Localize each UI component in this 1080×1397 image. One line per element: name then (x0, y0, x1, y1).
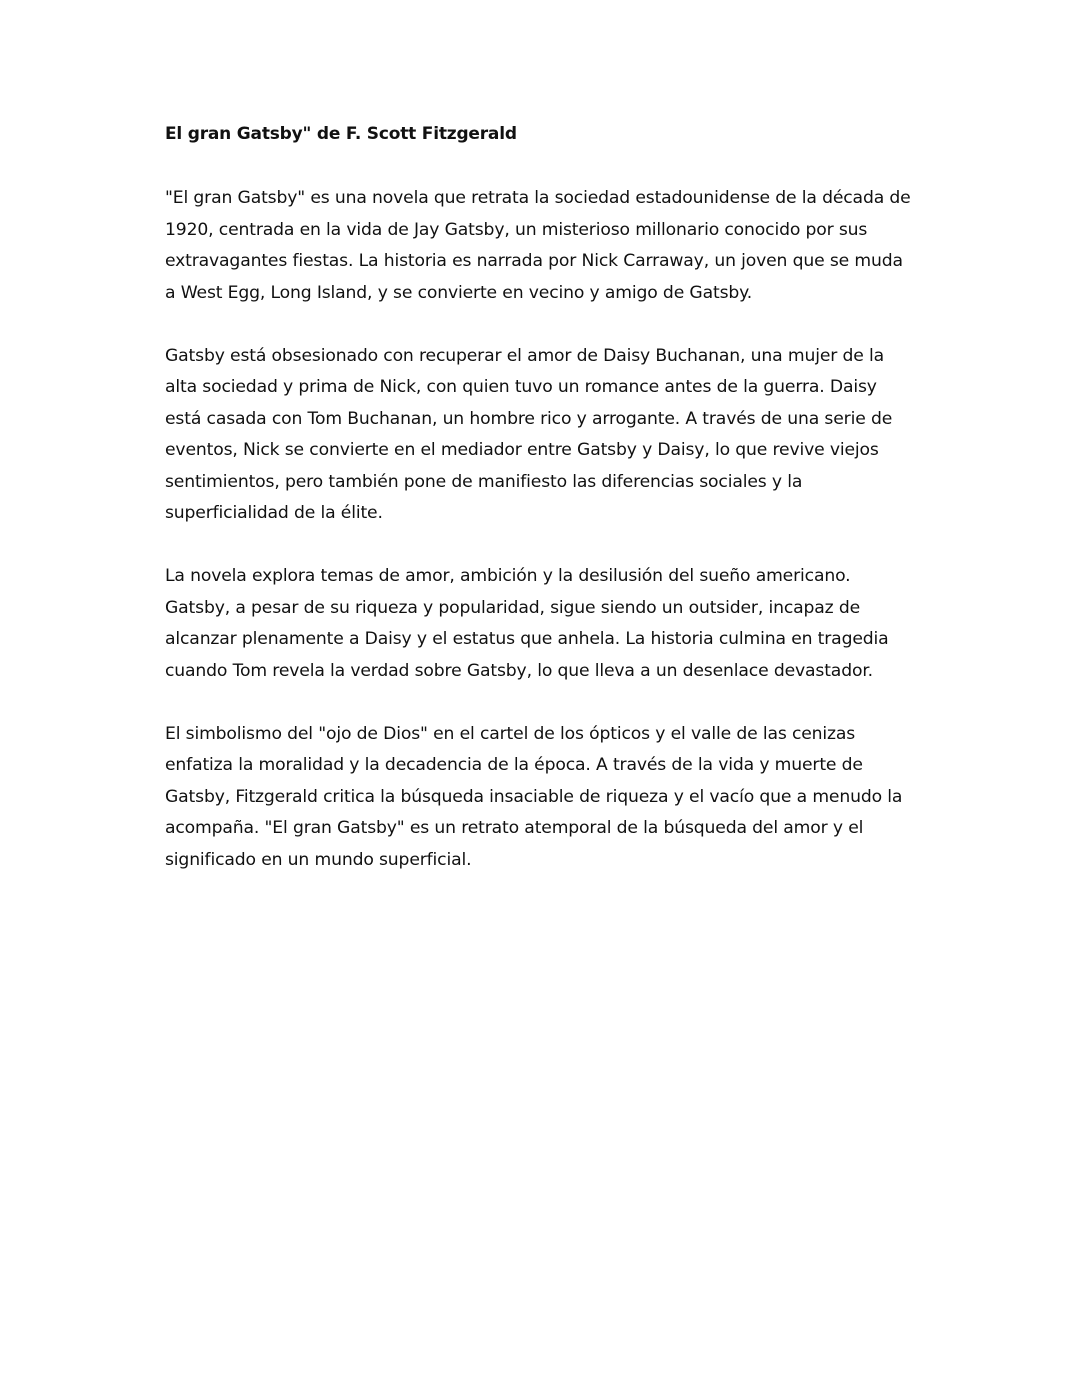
paragraph-2: Gatsby está obsesionado con recuperar el amor de Daisy Buchanan, una mujer de la alta sociedad y prima de Nick, con quien tuvo un romance antes de la guerra. Daisy está casada con Tom Buchanan, un hombre rico y arrogante. A través de una serie de eventos, Nick se convierte en el mediador entre Gatsby y Daisy, lo que revive viejos sentimientos, pero también pone de manifiesto las diferencias sociales y la superficialidad de la élite. (165, 345, 893, 523)
paragraph-4: El simbolismo del "ojo de Dios" en el cartel de los ópticos y el valle de las cenizas enfatiza la moralidad y la decadencia de la época. A través de la vida y muerte de Gatsby, Fitzgerald critica la búsqueda insaciable de riqueza y el vacío que a menudo la acompaña. "El gran Gatsby" es un retrato atemporal de la búsqueda del amor y el significado en un mundo superficial. (165, 723, 903, 870)
paragraph-3: La novela explora temas de amor, ambición y la desilusión del sueño americano. Gatsby, a pesar de su riqueza y popularidad, sigue siendo un outsider, incapaz de alcanzar plenamente a Daisy y el estatus que anhela. La historia culmina en tragedia cuando Tom revela la verdad sobre Gatsby, lo que lleva a un desenlace devastador. (165, 566, 889, 681)
document-body (165, 121, 913, 908)
document-title: El gran Gatsby" de F. Scott Fitzgerald (165, 124, 517, 144)
paragraph-1: "El gran Gatsby" es una novela que retrata la sociedad estadounidense de la década de 1920, centrada en la vida de Jay Gatsby, un misterioso millonario conocido por sus extravagantes fiestas. La historia es narrada por Nick Carraway, un joven que se muda a West Egg, Long Island, y se convierte en vecino y amigo de Gatsby. (165, 188, 911, 303)
